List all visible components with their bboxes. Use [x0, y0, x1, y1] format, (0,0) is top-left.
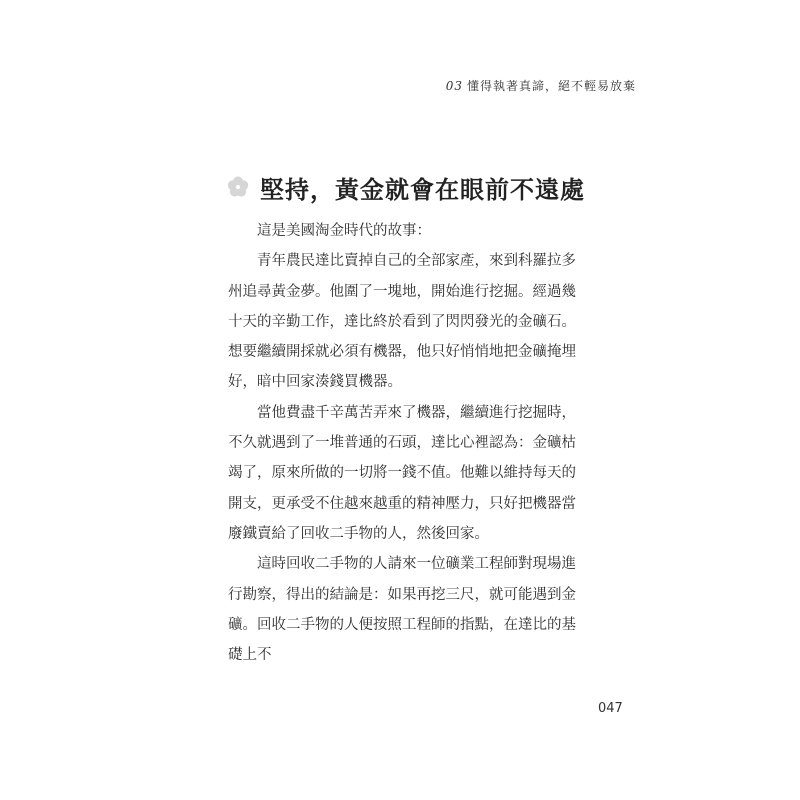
section-title: 堅持，黃金就會在眼前不遠處	[260, 175, 585, 204]
running-header	[446, 77, 636, 94]
page-number: 047	[598, 701, 623, 716]
paragraph: 這時回收二手物的人請來一位礦業工程師對現場進行勘察，得出的結論是：如果再挖三尺，就可能遇到金礦。回收二手物的人便按照工程師的指點，在達比的基礎上不	[228, 556, 576, 664]
paragraph: 青年農民達比賣掉自己的全部家產，來到科羅拉多州追尋黃金夢。他圍了一塊地，開始進行挖掘。經過幾十天的辛勤工作，達比終於看到了閃閃發光的金礦石。想要繼續開採就必須有機器，他只好悄悄地把金礦掩埋好，暗中回家湊錢買機器。	[228, 253, 576, 391]
body-text	[228, 216, 576, 670]
paragraph: 這是美國淘金時代的故事：	[257, 223, 431, 239]
flower-icon	[226, 175, 250, 199]
paragraph: 當他費盡千辛萬苦弄來了機器，繼續進行挖掘時，不久就遇到了一堆普通的石頭，達比心裡認為：金礦枯竭了，原來所做的一切將一錢不值。他難以維持每天的開支，更承受不住越來越重的精神壓力，只好把機器當廢鐵賣給了回收二手物的人，然後回家。	[228, 404, 576, 542]
section-heading	[226, 172, 585, 202]
chapter-title: 懂得執著真諦，絕不輕易放棄	[466, 79, 636, 93]
chapter-number: 03	[445, 79, 463, 93]
